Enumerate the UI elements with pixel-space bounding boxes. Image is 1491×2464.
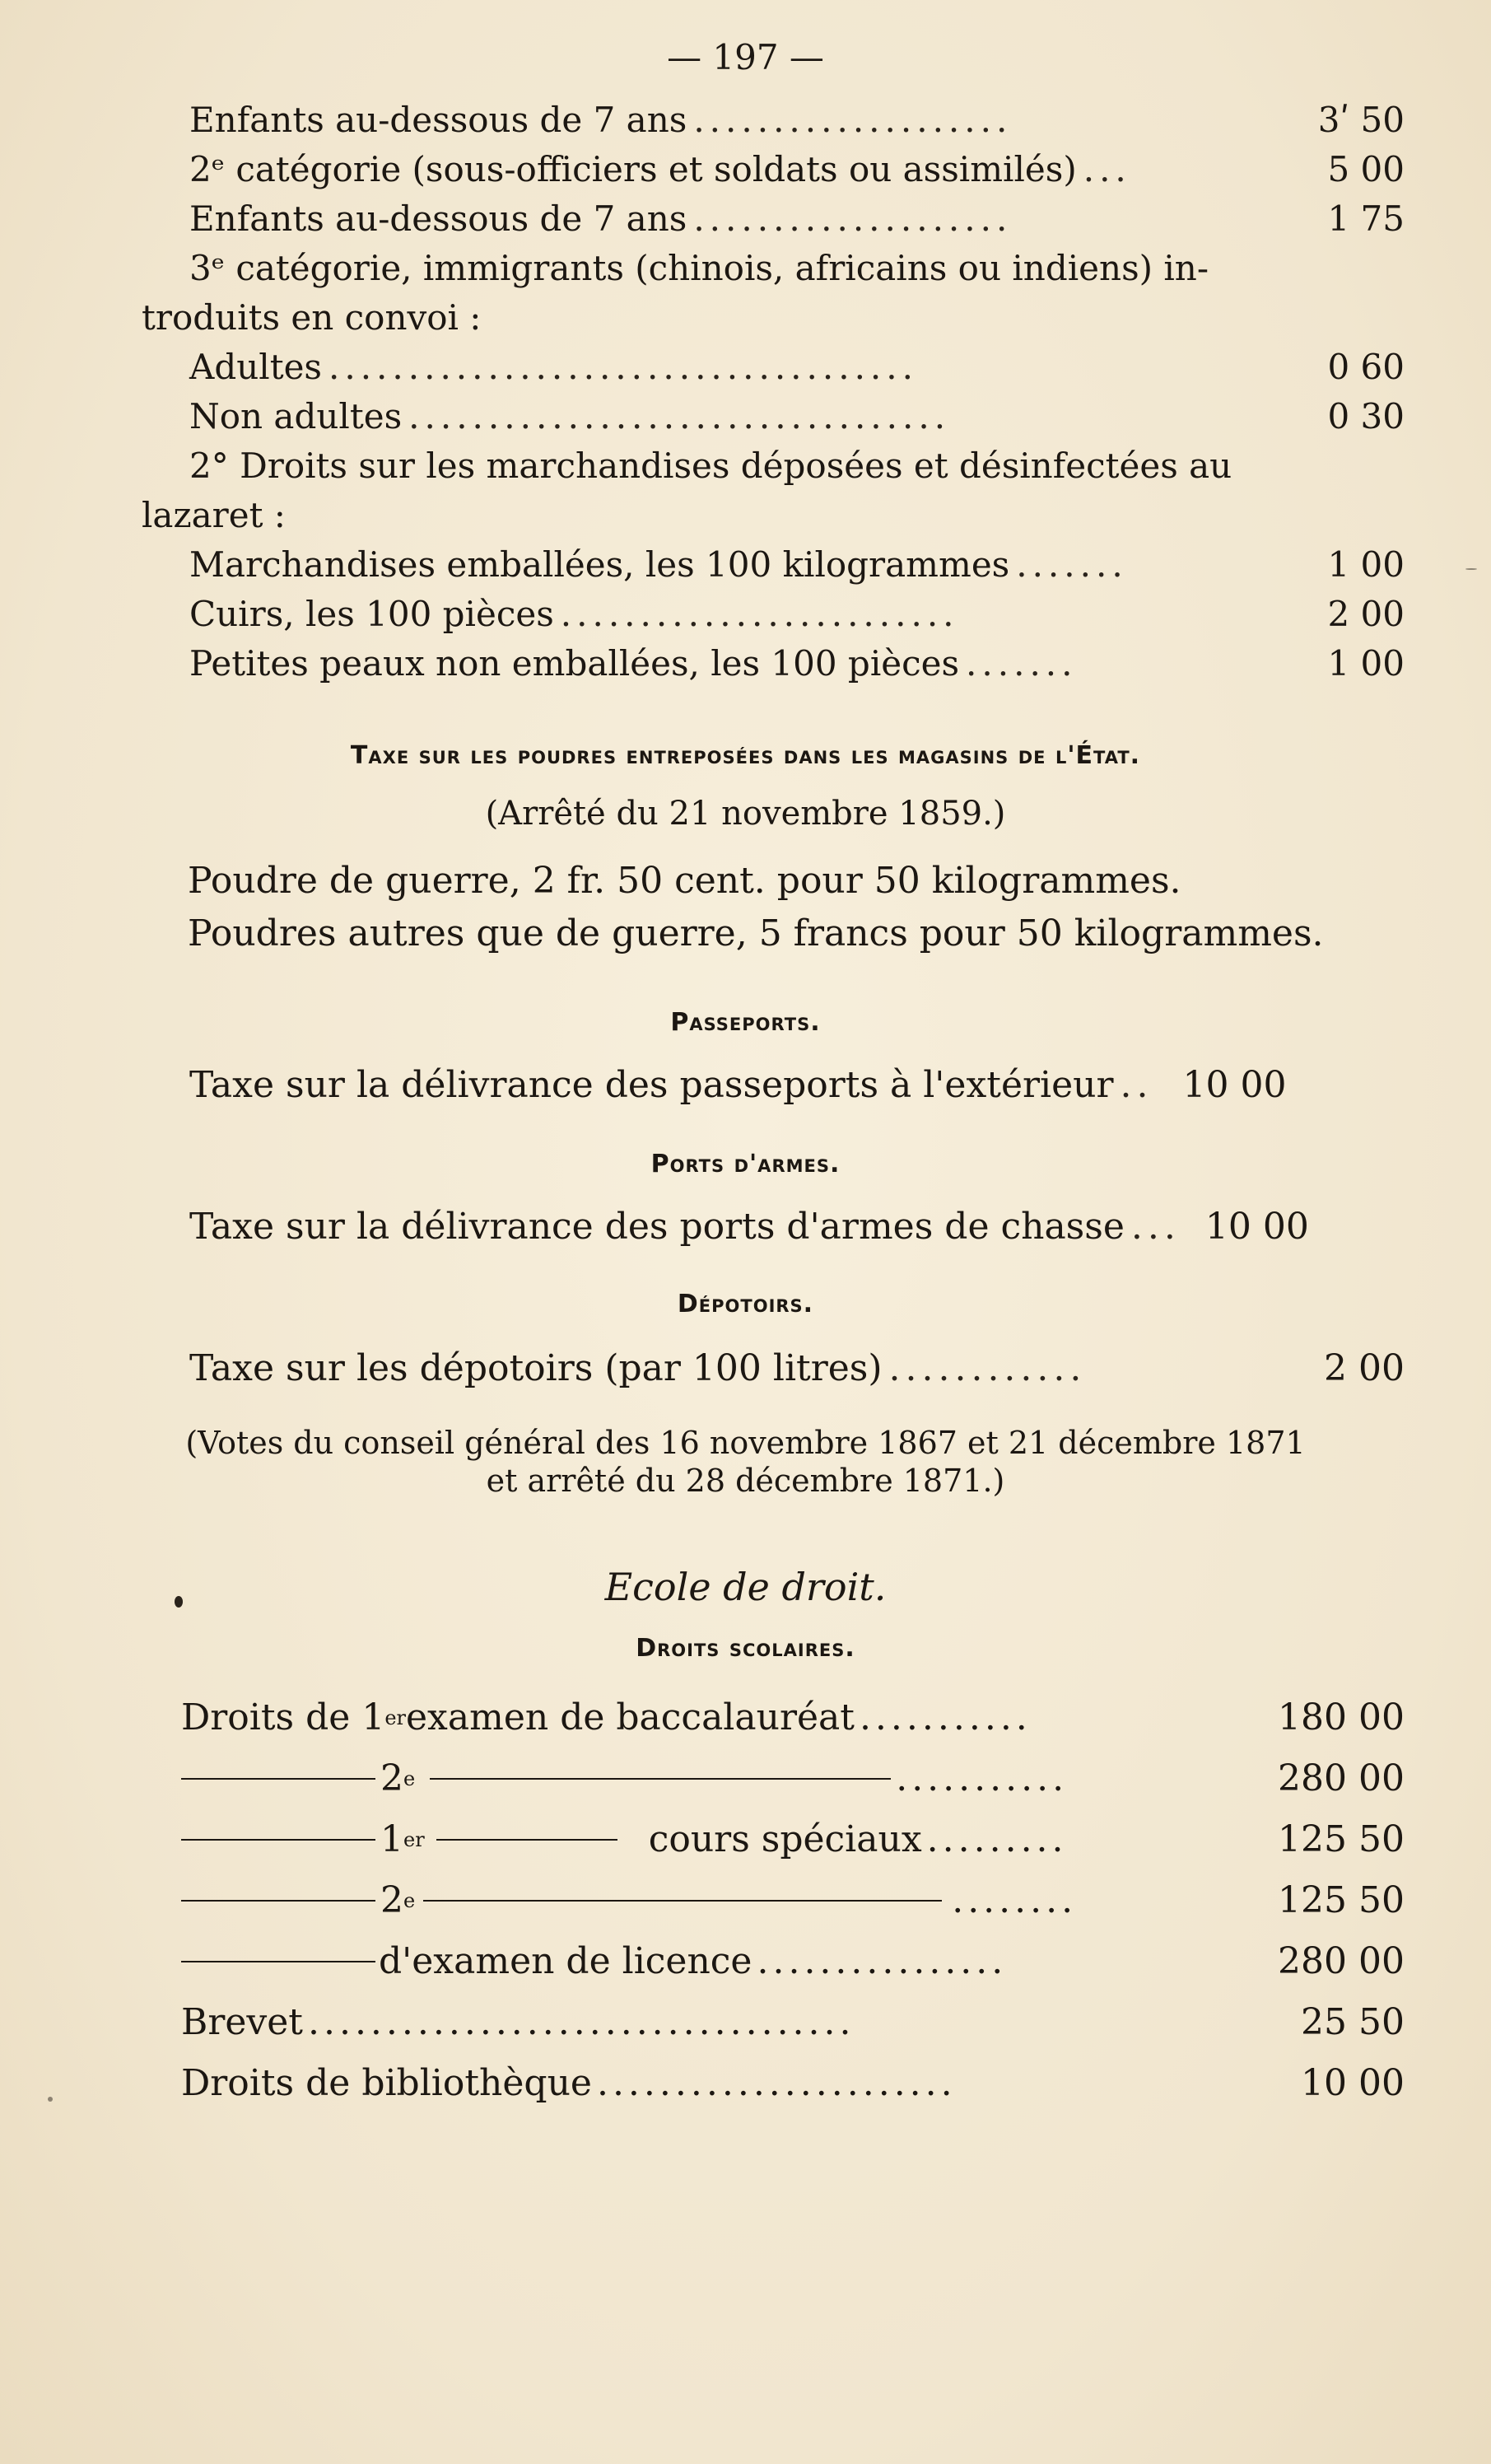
ordinal: 2 xyxy=(380,1757,403,1799)
tariff-entry xyxy=(189,590,1405,639)
entry-value: 5 00 xyxy=(1327,149,1405,189)
row-text: cours spéciaux xyxy=(648,1818,922,1860)
entry-label: 2ᵉ catégorie (sous-officiers et soldats ou assimilés) xyxy=(189,149,1077,189)
entry-label: Adultes xyxy=(189,347,322,387)
leader-dots: ....... xyxy=(1016,544,1128,585)
row-text: examen de baccalauréat xyxy=(406,1696,855,1738)
row-text: d'examen de licence xyxy=(379,1940,752,1982)
tariff-entry xyxy=(189,145,1405,194)
entry-label: Taxe sur la délivrance des passeports à l'extérieur xyxy=(189,1064,1114,1106)
ditto-rule xyxy=(181,1900,375,1902)
fee-value: 280 00 xyxy=(1278,1940,1405,1982)
category-3-line-2: troduits en convoi : xyxy=(142,297,482,338)
leader-dots: ............ xyxy=(888,1347,1087,1389)
tariff-entry xyxy=(189,1201,1405,1253)
fee-value: 125 50 xyxy=(1278,1879,1405,1921)
entry-value: 10 00 xyxy=(1204,1206,1309,1248)
droits-line-1: 2° Droits sur les marchandises déposées et désinfectées au xyxy=(189,446,1232,486)
ditto-rule xyxy=(181,1961,375,1962)
entry-value: 2 00 xyxy=(1324,1347,1405,1389)
ordinal: 1 xyxy=(380,1818,403,1860)
ditto-rule xyxy=(181,1839,375,1841)
entry-label: Petites peaux non emballées, les 100 pièces xyxy=(189,643,960,684)
entry-label: Cuirs, les 100 pièces xyxy=(189,594,554,634)
leader-dots: ........... xyxy=(859,1696,1032,1738)
fee-row: 1 er cours spéciaux ......... 125 50 xyxy=(181,1815,1405,1864)
fee-value: 180 00 xyxy=(1278,1696,1405,1738)
leader-dots: ....................... xyxy=(596,2062,957,2104)
votes-line-1: (Votes du conseil général des 16 novembre 1867 et 21 décembre 1871 xyxy=(185,1425,1306,1461)
leader-dots: ..................................... xyxy=(328,347,918,387)
leader-dots: .. xyxy=(1120,1064,1153,1106)
row-label: Brevet xyxy=(181,2001,303,2043)
leader-dots: ....... xyxy=(966,643,1078,684)
fee-row xyxy=(181,1937,1405,1986)
leader-dots: ................................... xyxy=(307,2001,855,2043)
tariff-entry xyxy=(189,1059,1405,1112)
leader-dots: ......................... xyxy=(560,594,959,634)
leader-dots: ... xyxy=(1130,1206,1181,1248)
leader-dots: ......... xyxy=(926,1818,1068,1860)
section-heading-droits-scolaires: Droits scolaires. xyxy=(636,1634,855,1663)
fee-value: 25 50 xyxy=(1301,2001,1405,2043)
section-heading-ports-armes: Ports d'armes. xyxy=(650,1150,841,1178)
row-label: Droits de bibliothèque xyxy=(181,2062,592,2104)
section-heading-depotoirs: Dépotoirs. xyxy=(677,1290,814,1318)
entry-label: Non adultes xyxy=(189,396,403,436)
tariff-entry xyxy=(189,392,1405,441)
entry-label: Taxe sur la délivrance des ports d'armes de chasse xyxy=(189,1206,1125,1248)
entry-value: 1 00 xyxy=(1327,643,1405,684)
ditto-rule xyxy=(423,1900,942,1902)
leader-dots: .................... xyxy=(693,198,1013,239)
page-number: — 197 — xyxy=(667,37,824,77)
leader-dots: ................ xyxy=(757,1940,1008,1982)
ditto-rule xyxy=(181,1778,375,1780)
row-prefix: Droits de xyxy=(181,1696,351,1738)
poudre-line-1: Poudre de guerre, 2 fr. 50 cent. pour 50 kilogrammes. xyxy=(188,860,1181,902)
leader-dots: ... xyxy=(1083,149,1131,189)
fee-row: Droits de 1 er examen de baccalauréat ........... 180 00 xyxy=(181,1693,1405,1743)
ordinal: 1 xyxy=(361,1696,385,1738)
ordinal: 2 xyxy=(380,1879,403,1921)
poudre-line-2: Poudres autres que de guerre, 5 francs pour 50 kilogrammes. xyxy=(188,912,1324,954)
entry-value: 0 60 xyxy=(1327,347,1405,387)
fee-value: 10 00 xyxy=(1301,2062,1405,2104)
entry-label: Enfants au-dessous de 7 ans xyxy=(189,100,687,140)
entry-value: 3ʹ 50 xyxy=(1317,100,1405,140)
tariff-entry xyxy=(189,96,1405,145)
leader-dots: .................... xyxy=(693,100,1013,140)
leader-dots: ........... xyxy=(896,1757,1069,1799)
tariff-entry xyxy=(189,1342,1405,1395)
fee-row: 2 e ........ 125 50 xyxy=(181,1876,1405,1925)
section-heading-passeports: Passeports. xyxy=(670,1008,821,1037)
tariff-entry xyxy=(189,343,1405,392)
tariff-entry xyxy=(189,194,1405,244)
votes-line-2: et arrêté du 28 décembre 1871.) xyxy=(486,1463,1005,1499)
fee-row xyxy=(181,1998,1405,2047)
entry-value: 2 00 xyxy=(1327,594,1405,634)
ditto-rule xyxy=(436,1839,617,1841)
entry-value: 0 30 xyxy=(1327,396,1405,436)
fee-row: 2 e ........... 280 00 xyxy=(181,1754,1405,1804)
leader-dots: .................................. xyxy=(408,396,951,436)
droits-line-2: lazaret : xyxy=(142,495,286,535)
fee-row xyxy=(181,2059,1405,2108)
fee-value: 125 50 xyxy=(1278,1818,1405,1860)
ditto-rule xyxy=(430,1778,891,1780)
ink-speck xyxy=(175,1596,183,1608)
entry-value: 10 00 xyxy=(1182,1064,1287,1106)
arrete-note: (Arrêté du 21 novembre 1859.) xyxy=(485,795,1006,833)
tariff-entry xyxy=(189,540,1405,590)
entry-value: 1 75 xyxy=(1327,198,1405,239)
ecole-title: Ecole de droit. xyxy=(604,1565,887,1609)
entry-value: 1 00 xyxy=(1327,544,1405,585)
ink-speck xyxy=(48,2097,53,2102)
entry-label: Taxe sur les dépotoirs (par 100 litres) xyxy=(189,1347,883,1389)
category-3-line-1: 3ᵉ catégorie, immigrants (chinois, africains ou indiens) in- xyxy=(189,248,1209,288)
fee-value: 280 00 xyxy=(1278,1757,1405,1799)
ink-speck xyxy=(1465,568,1477,570)
leader-dots: ........ xyxy=(952,1879,1078,1921)
section-heading-poudres: Taxe sur les poudres entreposées dans les magasins de l'État. xyxy=(350,741,1141,770)
entry-label: Enfants au-dessous de 7 ans xyxy=(189,198,687,239)
tariff-entry xyxy=(189,639,1405,688)
entry-label: Marchandises emballées, les 100 kilogrammes xyxy=(189,544,1010,585)
